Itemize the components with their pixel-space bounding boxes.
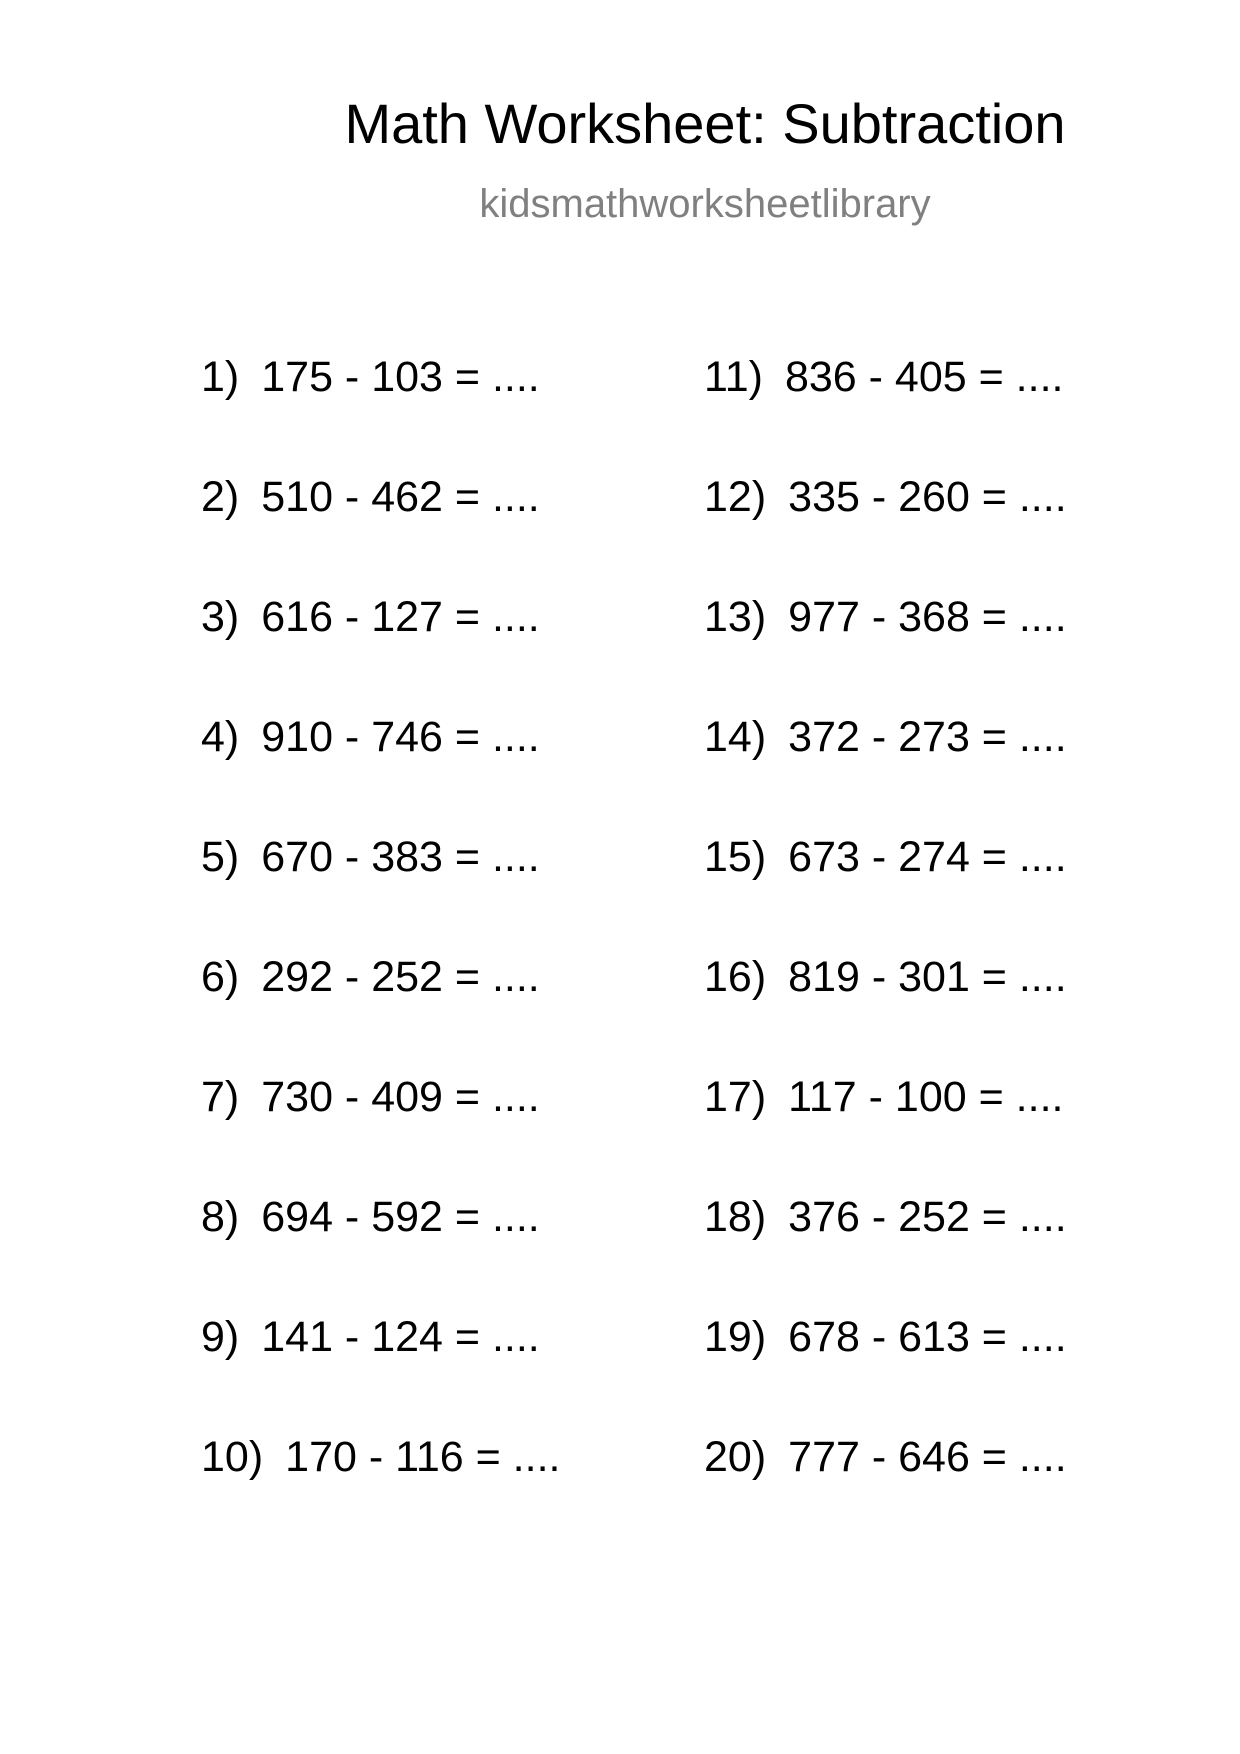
- problem-expression: 141 - 124 = ....: [261, 1313, 540, 1361]
- problem-number: 8): [201, 1193, 240, 1241]
- problem-number: 20): [704, 1433, 767, 1481]
- problem-4: [201, 712, 560, 832]
- problem-17: [704, 1072, 1067, 1192]
- problem-10: [201, 1432, 560, 1552]
- problem-number: 1): [201, 353, 240, 401]
- problem-number: 9): [201, 1313, 240, 1361]
- problem-15: [704, 832, 1067, 952]
- problem-11: [704, 352, 1067, 472]
- problem-number: 4): [201, 713, 240, 761]
- problem-expression: 670 - 383 = ....: [261, 833, 540, 881]
- problems-column-left: [201, 352, 560, 1552]
- problem-number: 17): [704, 1073, 767, 1121]
- problem-12: [704, 472, 1067, 592]
- problem-expression: 170 - 116 = ....: [285, 1433, 561, 1481]
- problem-number: 3): [201, 593, 240, 641]
- problem-6: [201, 952, 560, 1072]
- problem-number: 6): [201, 953, 240, 1001]
- problem-expression: 836 - 405 = ....: [784, 353, 1064, 401]
- problem-5: [201, 832, 560, 952]
- problem-16: [704, 952, 1067, 1072]
- problem-number: 19): [704, 1313, 767, 1361]
- problem-expression: 175 - 103 = ....: [261, 353, 540, 401]
- problems-column-right: [704, 352, 1067, 1552]
- problem-number: 7): [201, 1073, 240, 1121]
- problem-2: [201, 472, 560, 592]
- problem-expression: 673 - 274 = ....: [788, 833, 1067, 881]
- problem-expression: 117 - 100 = ....: [788, 1073, 1064, 1121]
- problem-number: 12): [704, 473, 767, 521]
- problem-number: 18): [704, 1193, 767, 1241]
- problem-9: [201, 1312, 560, 1432]
- problem-number: 14): [704, 713, 767, 761]
- problem-expression: 376 - 252 = ....: [788, 1193, 1067, 1241]
- problem-7: [201, 1072, 560, 1192]
- problem-expression: 510 - 462 = ....: [261, 473, 540, 521]
- problem-3: [201, 592, 560, 712]
- worksheet-subtitle: kidsmathworksheetlibrary: [479, 182, 931, 226]
- problem-19: [704, 1312, 1067, 1432]
- problem-number: 2): [201, 473, 240, 521]
- problem-expression: 694 - 592 = ....: [261, 1193, 540, 1241]
- problem-number: 11): [704, 353, 763, 401]
- problem-8: [201, 1192, 560, 1312]
- problem-14: [704, 712, 1067, 832]
- problem-expression: 292 - 252 = ....: [261, 953, 540, 1001]
- problem-18: [704, 1192, 1067, 1312]
- problem-expression: 910 - 746 = ....: [261, 713, 540, 761]
- problem-number: 10): [201, 1433, 264, 1481]
- problem-number: 16): [704, 953, 767, 1001]
- problem-number: 5): [201, 833, 240, 881]
- problem-number: 15): [704, 833, 767, 881]
- problem-13: [704, 592, 1067, 712]
- problem-expression: 335 - 260 = ....: [788, 473, 1067, 521]
- problem-1: [201, 352, 560, 472]
- problem-expression: 372 - 273 = ....: [788, 713, 1067, 761]
- problem-expression: 819 - 301 = ....: [788, 953, 1067, 1001]
- problem-expression: 678 - 613 = ....: [788, 1313, 1067, 1361]
- worksheet-title: Math Worksheet: Subtraction: [344, 92, 1066, 155]
- problem-number: 13): [704, 593, 767, 641]
- problem-expression: 730 - 409 = ....: [261, 1073, 540, 1121]
- problem-expression: 777 - 646 = ....: [788, 1433, 1067, 1481]
- problem-expression: 616 - 127 = ....: [261, 593, 540, 641]
- problem-20: [704, 1432, 1067, 1552]
- problem-expression: 977 - 368 = ....: [788, 593, 1067, 641]
